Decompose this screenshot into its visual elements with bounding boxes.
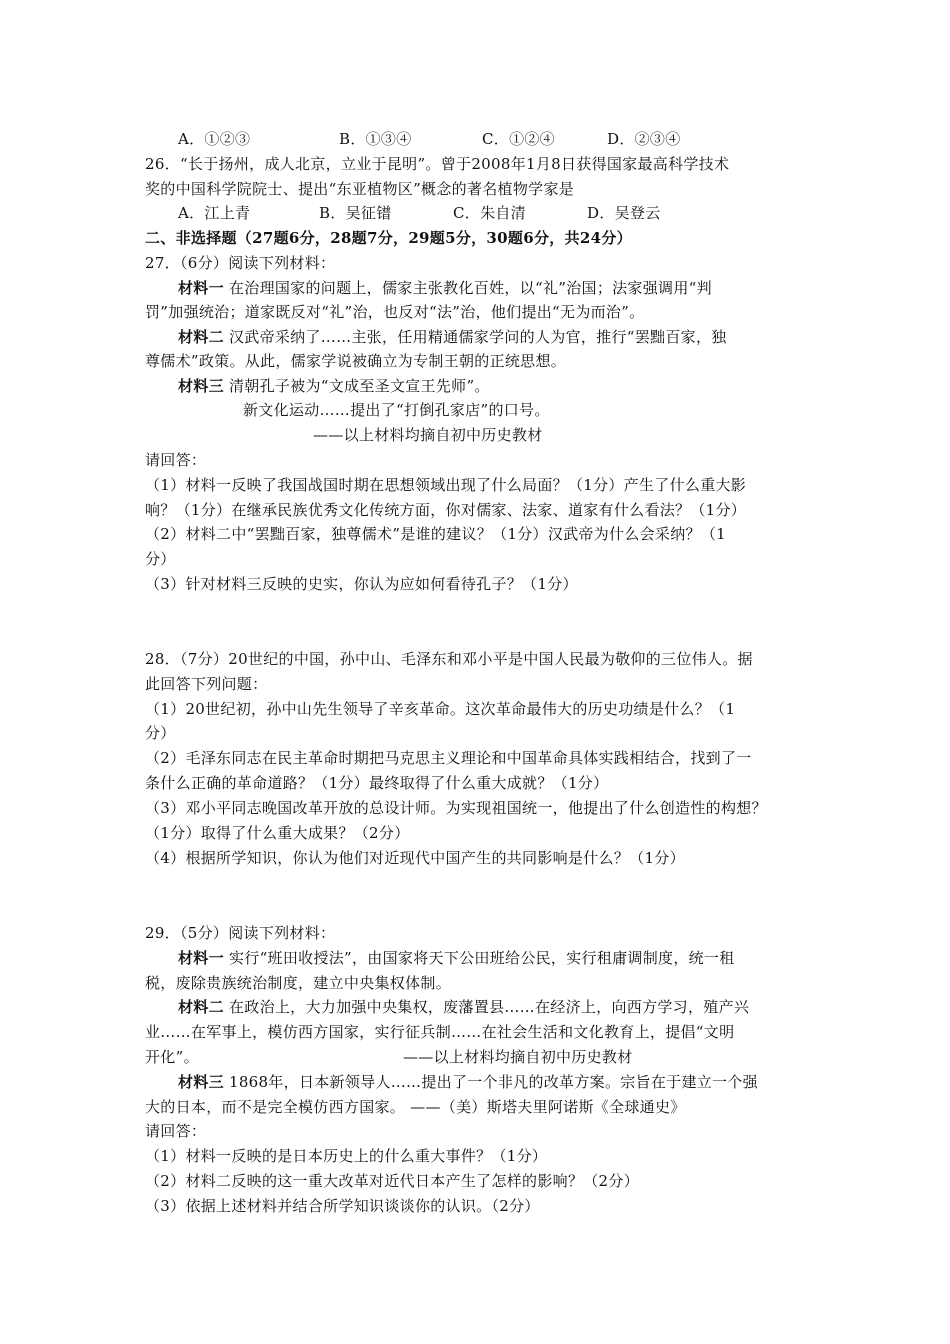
- q25-option-a: A．①②③: [178, 130, 251, 148]
- q27-m3-line-1: 清朝孔子被为“文成至圣文宣王先师”。: [223, 377, 490, 395]
- q29-m3-label: 材料三: [178, 1073, 224, 1091]
- q27-m3-line-2: 新文化运动……提出了“打倒孔家店”的口号。: [243, 401, 550, 419]
- q26-option-c: C．朱自清: [453, 204, 526, 222]
- q29-m1-label: 材料一: [178, 949, 224, 967]
- q27-material-1: [178, 277, 858, 299]
- q29-m2-line-2: 业……在军事上，模仿西方国家，实行征兵制……在社会生活和文化教育上，提倡“文明: [145, 1023, 735, 1041]
- q25-option-c: C．①②④: [482, 130, 555, 148]
- q26-options: [178, 202, 858, 224]
- q29-m2-line-3a: 开化”。: [145, 1048, 199, 1066]
- q29-please-answer: 请回答：: [145, 1122, 207, 1140]
- q26-line-1: 26．“长于扬州，成人北京，立业于昆明”。曾于2008年1月8日获得国家最高科学技术: [145, 155, 730, 173]
- q28-answer-3-line-2: （1分）取得了什么重大成果？（2分）: [145, 824, 410, 842]
- q28-intro-line-1: 28．（7分）20世纪的中国，孙中山、毛泽东和邓小平是中国人民最为敬仰的三位伟人。据: [145, 650, 753, 668]
- q27-material-3: [178, 375, 858, 397]
- q27-m2-line-2: 尊儒术”政策。从此，儒家学说被确立为专制王朝的正统思想。: [145, 352, 567, 370]
- q27-please-answer: 请回答：: [145, 451, 207, 469]
- q28-answer-3-line-1: （3）邓小平同志晚国改革开放的总设计师。为实现祖国统一，他提出了什么创造性的构想？: [145, 799, 767, 817]
- q29-answer-1-line-1: （1）材料一反映的是日本历史上的什么重大事件？（1分）: [145, 1147, 548, 1165]
- q29-intro: 29．（5分）阅读下列材料：: [145, 924, 336, 942]
- q29-answer-2-line-1: （2）材料二反映的这一重大改革对近代日本产生了怎样的影响？（2分）: [145, 1172, 639, 1190]
- q27-source: ——以上材料均摘自初中历史教材: [313, 426, 543, 444]
- section-2-heading: 二、非选择题（27题6分，28题7分，29题5分，30题6分，共24分）: [145, 229, 632, 247]
- q27-m1-label: 材料一: [178, 279, 224, 297]
- q25-options: [178, 128, 858, 150]
- q27-answer-1-line-2: 响？（1分）在继承民族优秀文化传统方面，你对儒家、法家、道家有什么看法？（1分）: [145, 501, 747, 519]
- q29-material-1: [178, 947, 858, 969]
- q27-m2-label: 材料二: [178, 328, 224, 346]
- q28-answer-4-line-1: （4）根据所学知识，你认为他们对近现代中国产生的共同影响是什么？（1分）: [145, 849, 685, 867]
- q27-intro: 27．（6分）阅读下列材料：: [145, 254, 336, 272]
- q29-m2-label: 材料二: [178, 998, 224, 1016]
- q25-option-b: B．①③④: [339, 130, 412, 148]
- q27-answer-1-line-1: （1）材料一反映了我国战国时期在思想领域出现了什么局面？（1分）产生了什么重大影: [145, 476, 747, 494]
- q27-m2-line-1: 汉武帝采纳了……主张，任用精通儒家学问的人为官，推行“罢黜百家，独: [223, 328, 727, 346]
- q26-option-d: D．吴登云: [587, 204, 661, 222]
- q28-intro-line-2: 此回答下列问题：: [145, 675, 268, 693]
- q27-material-2: [178, 326, 858, 348]
- q28-answer-2-line-2: 条什么正确的革命道路？（1分）最终取得了什么重大成就？（1分）: [145, 774, 609, 792]
- q29-m1-line-1: 实行“班田收授法”，由国家将天下公田班给公民，实行租庸调制度，统一租: [223, 949, 735, 967]
- q27-answer-2-line-1: （2）材料二中“罢黜百家，独尊儒术”是谁的建议？（1分）汉武帝为什么会采纳？（1: [145, 525, 726, 543]
- q27-m1-line-2: 罚”加强统治；道家既反对“礼”治，也反对“法”治，他们提出“无为而治”。: [145, 303, 645, 321]
- q27-answer-2-line-2: 分）: [145, 550, 176, 568]
- q28-answer-2-line-1: （2）毛泽东同志在民主革命时期把马克思主义理论和中国革命具体实践相结合，找到了一: [145, 749, 752, 767]
- q29-material-3: [178, 1071, 858, 1093]
- q27-m1-line-1: 在治理国家的问题上，儒家主张教化百姓，以“礼”治国；法家强调用“判: [223, 279, 712, 297]
- q29-m2-source: ——以上材料均摘自初中历史教材: [403, 1048, 633, 1066]
- q29-answer-3-line-1: （3）依据上述材料并结合所学知识谈谈你的认识。（2分）: [145, 1197, 540, 1215]
- q29-material-2: [178, 996, 858, 1018]
- q26-option-b: B．吴征镨: [319, 204, 392, 222]
- q25-option-d: D．②③④: [607, 130, 681, 148]
- q29-m3-line-1: 1868年，日本新领导人……提出了一个非凡的改革方案。宗旨在于建立一个强: [223, 1073, 758, 1091]
- q27-m3-label: 材料三: [178, 377, 224, 395]
- q29-m1-line-2: 税，废除贵族统治制度，建立中央集权体制。: [145, 974, 452, 992]
- q28-answer-1-line-1: （1）20世纪初，孙中山先生领导了辛亥革命。这次革命最伟大的历史功绩是什么？（1: [145, 700, 736, 718]
- q26-line-2: 奖的中国科学院院士、提出“东亚植物区”概念的著名植物学家是: [145, 180, 575, 198]
- q29-m3-line-2: 大的日本，而不是完全模仿西方国家。 ——（美）斯塔夫里阿诺斯《全球通史》: [145, 1098, 686, 1116]
- q27-answer-3-line-1: （3）针对材料三反映的史实，你认为应如何看待孔子？（1分）: [145, 575, 578, 593]
- q26-option-a: A．江上青: [178, 204, 251, 222]
- q28-answer-1-line-2: 分）: [145, 724, 176, 742]
- q29-m2-line-1: 在政治上，大力加强中央集权，废藩置县……在经济上，向西方学习，殖产兴: [223, 998, 750, 1016]
